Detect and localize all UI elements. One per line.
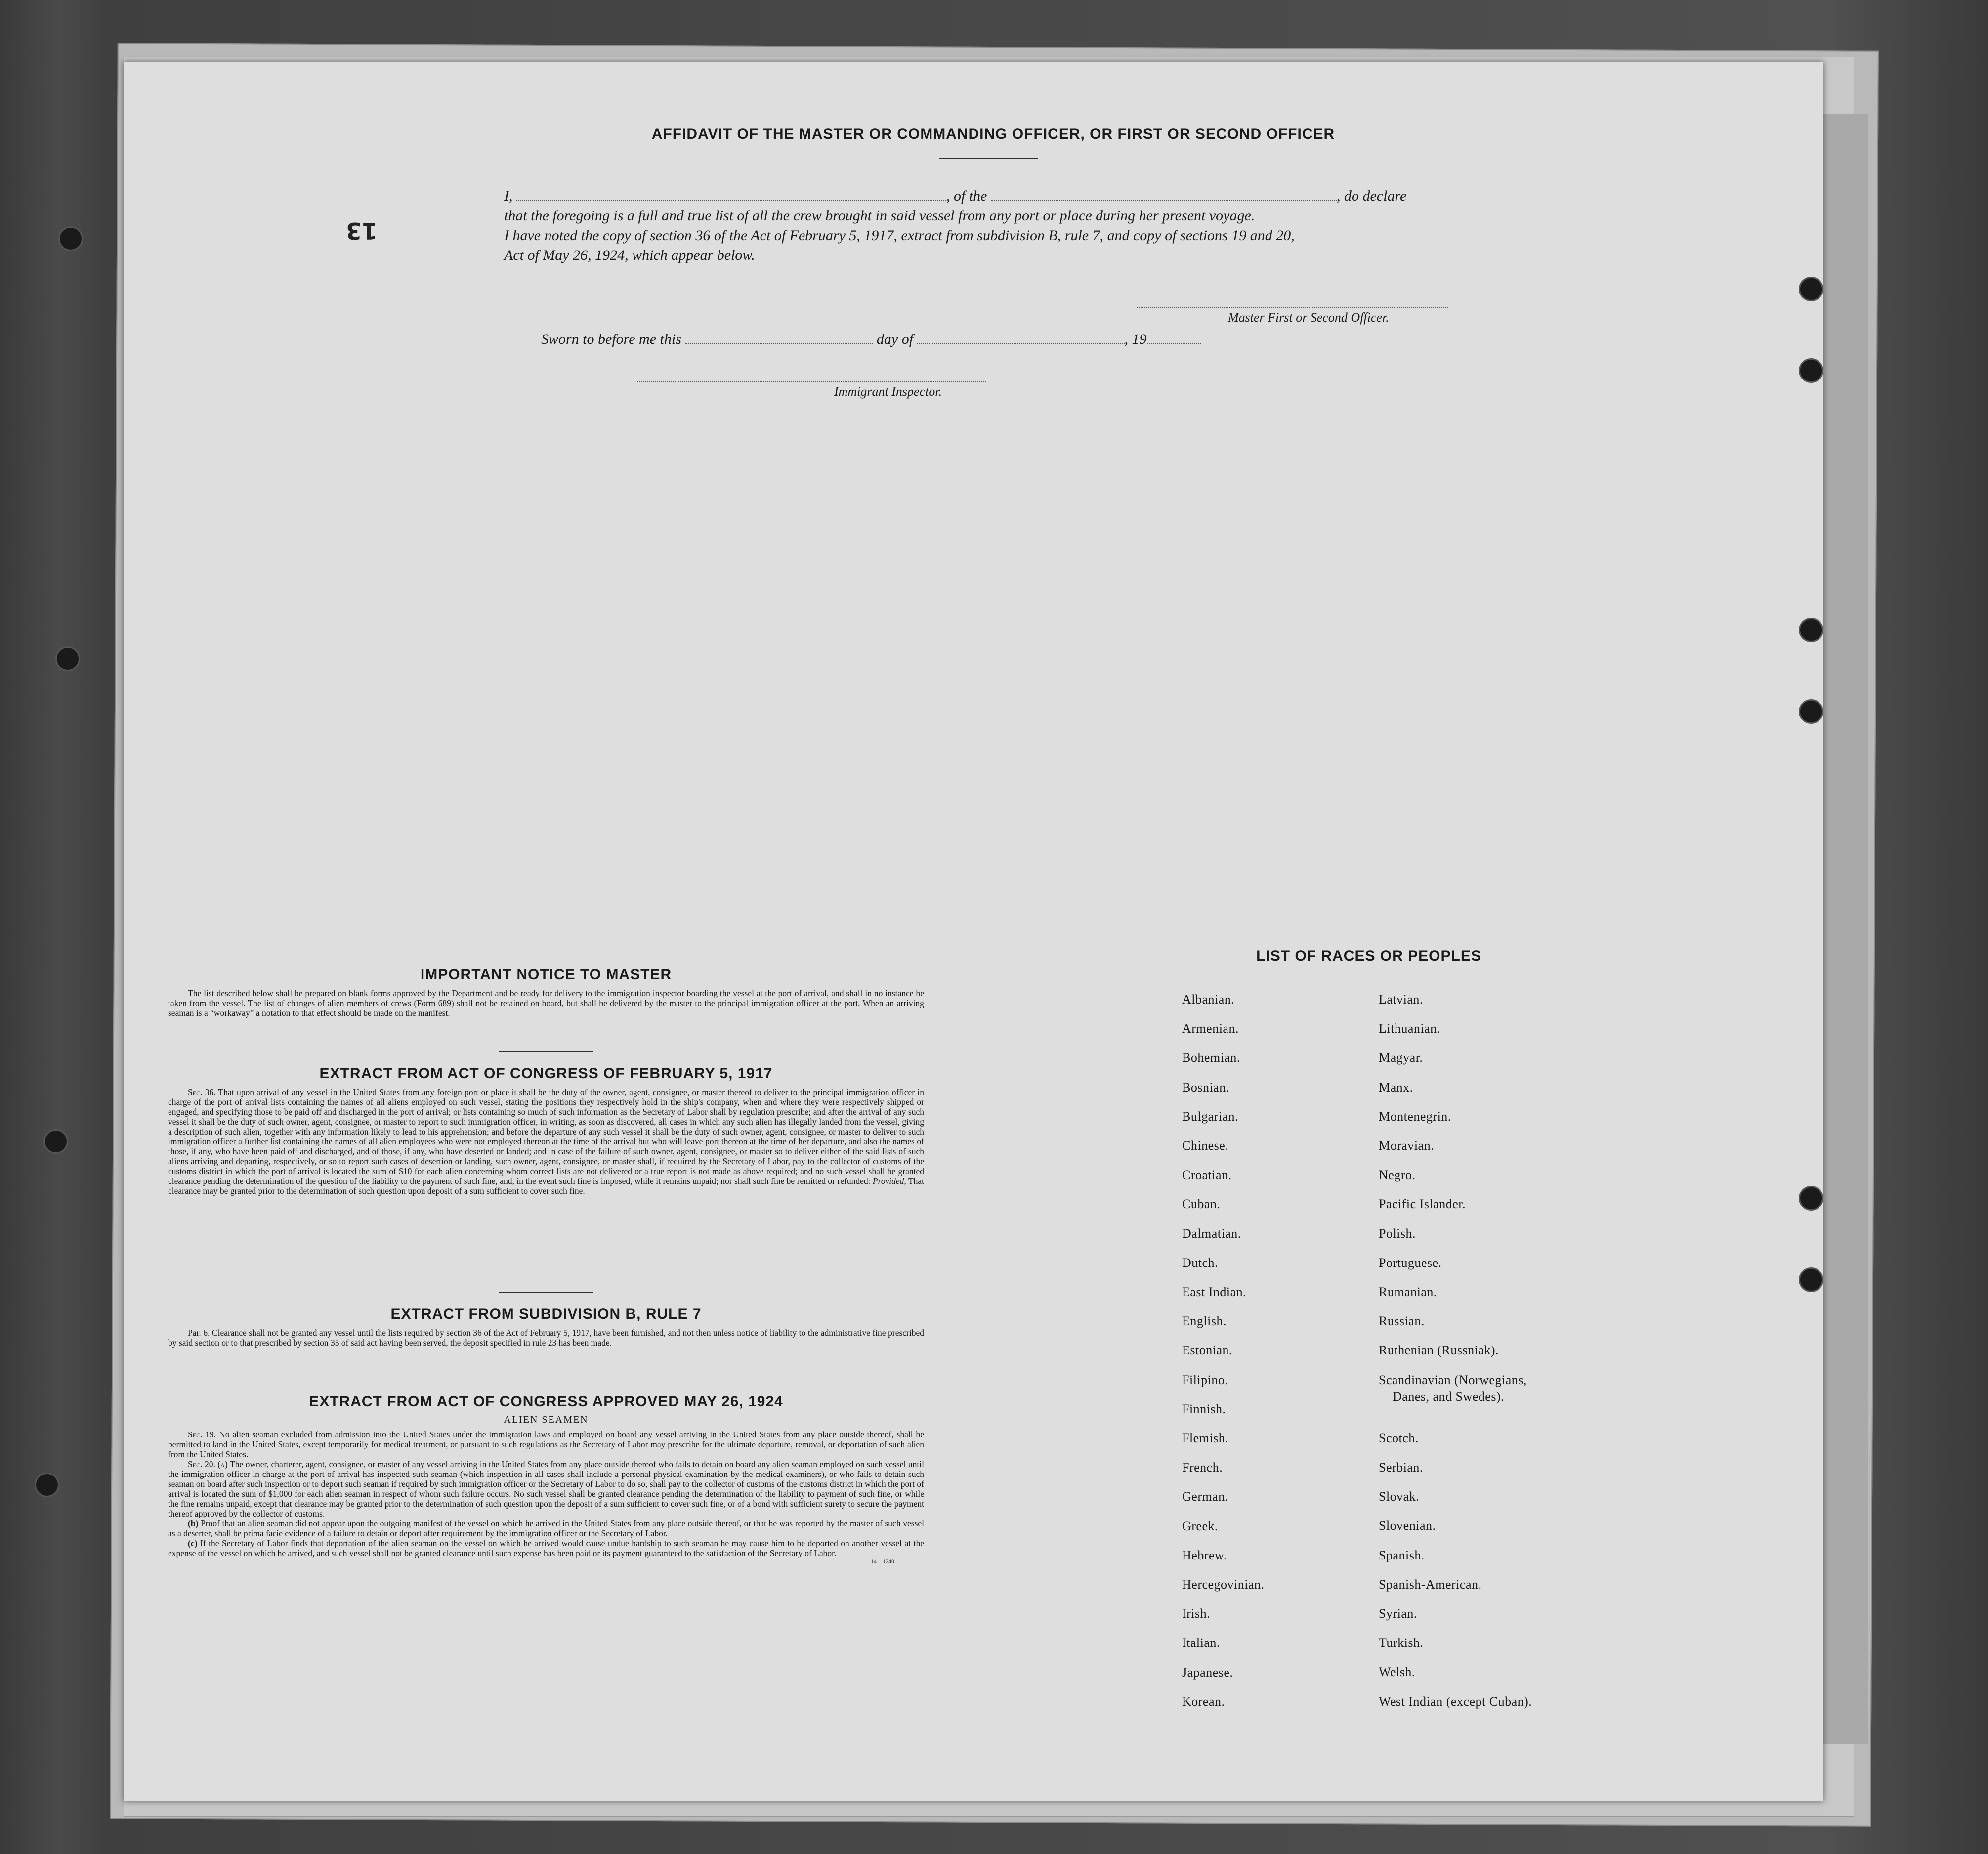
race-item: Turkish. — [1379, 1636, 1424, 1650]
race-item: West Indian (except Cuban). — [1379, 1694, 1532, 1709]
sworn-year: , 19 — [1124, 331, 1147, 347]
race-item: Moravian. — [1379, 1138, 1435, 1153]
race-item: Hercegovinian. — [1182, 1577, 1265, 1592]
affidavit-do-declare: , do declare — [1337, 188, 1407, 204]
punch-hole — [58, 226, 83, 251]
race-item: Latvian. — [1379, 992, 1423, 1007]
race-item: Lithuanian. — [1379, 1021, 1440, 1036]
master-signature-line[interactable] — [1137, 307, 1448, 308]
race-item: Polish. — [1379, 1226, 1416, 1241]
race-item: Korean. — [1182, 1694, 1225, 1709]
race-item: Croatian. — [1182, 1168, 1232, 1182]
race-item: Ruthenian (Russniak). — [1379, 1343, 1499, 1357]
affidavit-line-4: Act of May 26, 1924, which appear below. — [504, 247, 755, 263]
sworn-day-of: day of — [876, 331, 914, 347]
margin-number: 13 — [346, 217, 378, 244]
divider — [499, 1051, 593, 1052]
race-item: Dalmatian. — [1182, 1226, 1241, 1241]
race-item: Estonian. — [1182, 1343, 1232, 1357]
race-item: Greek. — [1182, 1519, 1219, 1533]
race-item: Filipino. — [1182, 1373, 1228, 1387]
extract-1924-subtitle: ALIEN SEAMEN — [504, 1414, 589, 1425]
master-signature-label: Master First or Second Officer. — [1228, 310, 1389, 325]
race-item: Slovak. — [1379, 1489, 1420, 1504]
sec-20a-text — [168, 1459, 924, 1518]
race-item: Italian. — [1182, 1636, 1220, 1650]
race-item: Syrian. — [1379, 1606, 1417, 1621]
race-item: Spanish. — [1379, 1548, 1425, 1562]
affidavit-line-3: I have noted the copy of section 36 of the Act of February 5, 1917, extract from subdivision B, rule 7, and copy of sections 19 and 20, — [504, 227, 1295, 244]
race-item: Dutch. — [1182, 1256, 1219, 1270]
affidavit-declaration-line — [504, 187, 1492, 206]
race-item: Welsh. — [1379, 1665, 1415, 1679]
sworn-month-blank[interactable] — [917, 332, 1125, 344]
inspector-signature-line[interactable] — [637, 381, 986, 382]
race-item: Bosnian. — [1182, 1080, 1229, 1095]
sec-20b-text — [168, 1518, 924, 1538]
extract-1924-section — [168, 1393, 924, 1565]
punch-hole — [55, 646, 80, 671]
punch-hole — [1799, 1267, 1823, 1292]
sec-20c-text — [168, 1538, 924, 1558]
punch-hole — [1799, 277, 1823, 301]
race-item-continuation: Danes, and Swedes). — [1393, 1390, 1505, 1404]
race-item: Bulgarian. — [1182, 1109, 1239, 1124]
race-item: German. — [1182, 1489, 1228, 1504]
affidavit-line-2: that the foregoing is a full and true list of all the crew brought in said vessel from any port or place during her present voyage. — [504, 208, 1255, 224]
race-item: Flemish. — [1182, 1431, 1229, 1445]
sworn-year-blank[interactable] — [1147, 332, 1201, 344]
extract-1917-title: EXTRACT FROM ACT OF CONGRESS OF FEBRUARY 5, 1917 — [319, 1065, 773, 1082]
sworn-prefix: Sworn to before me this — [541, 331, 681, 347]
sec-19-text — [168, 1430, 924, 1459]
race-item: Manx. — [1379, 1080, 1413, 1095]
sec-20a-body: The owner, charterer, agent, consignee, or master of any vessel arriving in the United States from any place outside thereof who fails to detain on board any alien seaman employed on such vessel until the immigration officer in charge at the port of arrival has inspected such seaman (which inspection in all cases shall include a personal physical examination by the medical examiners), or who fails to detain such seaman on board after such inspection or to deport such seaman if required by such immigration officer or the Secretary of Labor to do so, shall pay to the collector of customs of the customs district in which the port of arrival is located the sum of $1,000 for each alien seaman in respect of whom such failure occurs. No such vessel shall be granted clearance pending the determination of the liability to payment of such fine, or while the fine remains unpaid, except that clearance may be granted prior to the determination of such question upon the deposit of a sum sufficient to cover such fine, or of a bond with sufficient surety to secure the payment thereof approved by the collector of customs. — [168, 1459, 924, 1518]
race-item: French. — [1182, 1460, 1223, 1475]
divider — [939, 158, 1038, 159]
sec-20b-body: Proof that an alien seaman did not appear upon the outgoing manifest of the vessel on which he arrived in the United States from any place outside thereof, or that he was reported by the master of such vessel as a deserter, shall be prima facie evidence of a failure to detain or deport after requirement by the immigration officer or the Secretary of Labor. — [168, 1518, 925, 1538]
race-item: Irish. — [1182, 1606, 1211, 1621]
affidavit-of-the: , of the — [946, 188, 987, 204]
races-title: LIST OF RACES OR PEOPLES — [1256, 948, 1481, 964]
race-item: Hebrew. — [1182, 1548, 1227, 1562]
race-item: English. — [1182, 1314, 1227, 1328]
sworn-line — [541, 330, 1529, 349]
race-item: Slovenian. — [1379, 1518, 1436, 1533]
sec-20c-body: If the Secretary of Labor finds that deportation of the alien seaman on the vessel on which he arrived would cause undue hardship to such seaman he may cause him to be deported on another vessel at the expense of the vessel on which he arrived, and such vessel shall not be granted clearance until such expense has been paid or its payment guaranteed to the satisfaction of the Secretary of Labor. — [168, 1538, 925, 1558]
section-label: (c) — [188, 1538, 198, 1548]
extract-rule7-body: Par. 6. Clearance shall not be granted any vessel until the lists required by section 36 of the Act of February 5, 1917, have been furnished, and not then unless notice of liability to the administrative fine prescribed by said section or to that prescribed by section 35 of said act having been served, the deposit specified in rule 23 has been made. — [168, 1328, 924, 1348]
race-item: Spanish-American. — [1379, 1577, 1482, 1592]
punch-hole — [1799, 618, 1823, 642]
race-item: Finnish. — [1182, 1402, 1226, 1416]
race-item: Pacific Islander. — [1379, 1197, 1466, 1211]
race-item: Portuguese. — [1379, 1256, 1442, 1270]
race-item: Negro. — [1379, 1168, 1416, 1182]
race-item: Magyar. — [1379, 1051, 1423, 1065]
affidavit-i: I, — [504, 188, 513, 204]
race-item: Japanese. — [1182, 1665, 1233, 1680]
race-item: Scandinavian (Norwegians, — [1379, 1373, 1527, 1387]
race-item: Bohemian. — [1182, 1051, 1240, 1065]
extract-rule7-section — [168, 1306, 924, 1348]
notice-section — [168, 967, 924, 1018]
vessel-blank[interactable] — [991, 189, 1337, 201]
form-number: 14—1240 — [871, 1558, 894, 1565]
sworn-day-blank[interactable] — [685, 332, 873, 344]
name-blank[interactable] — [516, 189, 946, 201]
extract-1917-text: That upon arrival of any vessel in the United States from any foreign port or place it shall be the duty of the owner, agent, consignee, or master thereof to deliver to the principal immigration officer in charge of the port of arrival lists containing the names of all aliens employed on such vessel, stating the positions they respectively hold in the ship's company, when and where they were respectively shipped or engaged, and specifying those to be paid off and discharged in the port of arrival; or lists containing so much of such information as the Secretary of Labor shall by regulation prescribe; and after the arrival of any such vessel it shall be the duty of such owner, agent, consignee, or master to report to such immigration officer, in writing, as soon as discovered, all cases in which any such alien has illegally landed from the vessel, giving a description of such alien, together with any information likely to lead to his apprehension; and before the departure of any such vessel it shall be the duty of such owner, agent, consignee, or master to deliver to such immigration officer a further list containing the names of all alien employees who were not employed thereon at the time of the arrival but who will leave port thereon at the time of her departure, and also the names of those, if any, who have been paid off and discharged, and of those, if any, who have deserted or landed; and in case of the failure of such owner, agent, consignee, or master so to deliver either of the said lists of such aliens arriving and departing, respectively, or so to report such cases of desertion or landing, such owner, agent, consignee, or master shall, if required by the Secretary of Labor, pay to the collector of customs of the customs district in which the port of arrival is located the sum of $10 for each alien concerning whom correct lists are not delivered or a true report is not made as above required; and no such vessel shall be granted clearance pending the determination of the question of the liability to the payment of such fine, and, in the event such fine is imposed, while it remains unpaid; nor shall such fine be remitted or refunded: — [168, 1087, 924, 1186]
page-edge-strip — [1823, 114, 1868, 1744]
notice-body: The list described below shall be prepared on blank forms approved by the Department and be ready for delivery to the immigration inspector boarding the vessel at the port of arrival, and shall in no instance be taken from the vessel. The list of changes of alien members of crews (Form 689) shall not be retained on board, but shall be delivered by the master to the principal immigration officer at the port. When an arriving seaman is a “workaway” a notation to that effect should be made on the manifest. — [168, 988, 924, 1018]
race-item: Scotch. — [1379, 1431, 1419, 1445]
section-label: Sec. 36. — [188, 1087, 216, 1097]
punch-hole — [1799, 699, 1823, 724]
extract-1917-proviso: That clearance may be granted prior to the determination of such question upon deposit of a sum sufficient to cover such fine. — [168, 1176, 925, 1196]
extract-1917-body — [168, 1087, 924, 1196]
affidavit-title: AFFIDAVIT OF THE MASTER OR COMMANDING OFFICER, OR FIRST OR SECOND OFFICER — [651, 126, 1335, 142]
notice-title: IMPORTANT NOTICE TO MASTER — [420, 967, 672, 983]
punch-hole — [35, 1473, 59, 1497]
race-item: Serbian. — [1379, 1460, 1423, 1475]
race-item: Chinese. — [1182, 1138, 1229, 1153]
race-item: Montenegrin. — [1379, 1109, 1451, 1124]
extract-1917-section — [168, 1065, 924, 1196]
extract-rule7-title: EXTRACT FROM SUBDIVISION B, RULE 7 — [390, 1306, 702, 1322]
section-label: Sec. 19. — [188, 1430, 216, 1439]
sec-19-body: No alien seaman excluded from admission into the United States under the immigration laws and employed on board any vessel arriving in the United States from any place outside thereof, shall be permitted to land in the United States, except temporarily for medical treatment, or pursuant to such regulations as the Secretary of Labor may prescribe for the ultimate departure, removal, or deportation of such alien from the United States. — [168, 1430, 924, 1459]
section-label: (b) — [188, 1518, 199, 1528]
divider — [499, 1292, 593, 1293]
race-item: Cuban. — [1182, 1197, 1221, 1211]
section-label: Sec. 20. (a) — [188, 1459, 228, 1469]
race-item: Rumanian. — [1379, 1285, 1437, 1299]
inspector-signature-label: Immigrant Inspector. — [834, 384, 942, 399]
extract-1924-title: EXTRACT FROM ACT OF CONGRESS APPROVED MAY 26, 1924 — [309, 1393, 783, 1410]
race-item: Armenian. — [1182, 1021, 1239, 1036]
punch-hole — [1799, 1186, 1823, 1211]
race-item: East Indian. — [1182, 1285, 1247, 1299]
race-item: Albanian. — [1182, 992, 1235, 1007]
punch-hole — [43, 1129, 68, 1154]
race-item: Russian. — [1379, 1314, 1425, 1328]
proviso-label: Provided, — [872, 1176, 906, 1186]
punch-hole — [1799, 358, 1823, 383]
